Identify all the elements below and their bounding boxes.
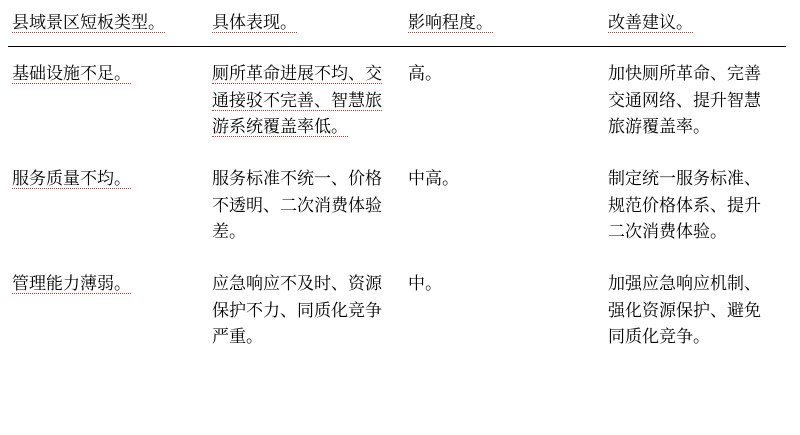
cell-suggestion: [604, 259, 786, 364]
shortcoming-analysis-table: [8, 8, 786, 364]
cell-suggestion-text: 制定统一服务标准、规范价格体系、提升二次消费体验。: [608, 169, 761, 242]
cell-suggestion: [604, 154, 786, 259]
cell-type: [8, 47, 208, 155]
column-header-manifestation: [208, 8, 404, 47]
cell-manifestation: [208, 259, 404, 364]
cell-type: [8, 154, 208, 259]
table-header: [8, 8, 786, 47]
cell-suggestion: [604, 47, 786, 155]
cell-suggestion-text: 加强应急响应机制、强化资源保护、避免同质化竞争。: [608, 274, 761, 347]
column-header-impact-text: 影响程度。: [408, 13, 493, 32]
cell-impact-text: 中高。: [408, 169, 459, 189]
cell-impact-text: 高。: [408, 64, 442, 84]
cell-manifestation-text: 应急响应不及时、资源保护不力、同质化竞争严重。: [212, 274, 382, 347]
cell-manifestation-text: 厕所革命进展不均、交通接驳不完善、智慧旅游系统覆盖率低。: [212, 64, 382, 137]
column-header-suggestion: [604, 8, 786, 47]
cell-impact: [404, 154, 604, 259]
cell-type: [8, 259, 208, 364]
table-row: [8, 154, 786, 259]
column-header-type: [8, 8, 208, 47]
cell-manifestation: [208, 154, 404, 259]
table-header-row: [8, 8, 786, 47]
cell-impact-text: 中。: [408, 274, 442, 294]
column-header-suggestion-text: 改善建议。: [608, 13, 693, 32]
column-header-type-text: 县域景区短板类型。: [12, 13, 165, 32]
column-header-manifestation-text: 具体表现。: [212, 13, 297, 32]
table-row: [8, 259, 786, 364]
cell-impact: [404, 47, 604, 155]
cell-impact: [404, 259, 604, 364]
cell-manifestation: [208, 47, 404, 155]
cell-type-text: 服务质量不均。: [12, 169, 131, 189]
column-header-impact: [404, 8, 604, 47]
cell-type-text: 管理能力薄弱。: [12, 274, 131, 294]
table-body: [8, 47, 786, 365]
cell-manifestation-text: 服务标准不统一、价格不透明、二次消费体验差。: [212, 169, 382, 242]
cell-type-text: 基础设施不足。: [12, 64, 131, 84]
table-row: [8, 47, 786, 155]
cell-suggestion-text: 加快厕所革命、完善交通网络、提升智慧旅游覆盖率。: [608, 64, 761, 137]
